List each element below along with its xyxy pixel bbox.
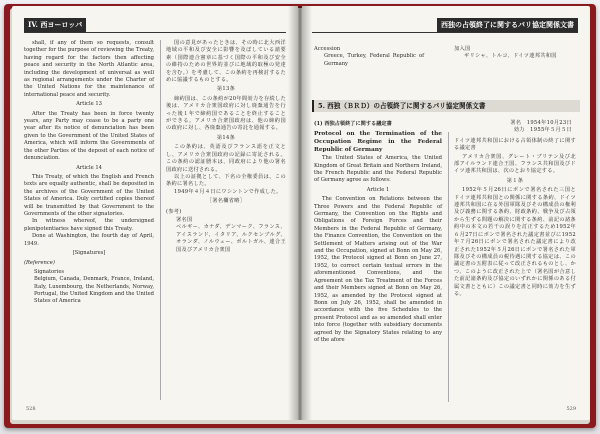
jp-signatories-text: ベルギー、カナダ、デンマーク、フランス、アイスランド、イタリア、ルクセンブルグ、オランダ、ノルウェー、ポルトガル、連合王国及びアメリカ合衆国 <box>176 224 286 253</box>
right-japanese-column <box>454 120 576 298</box>
jp-article1-heading: 第１条 <box>506 177 524 184</box>
accession-label: Accession <box>314 46 341 52</box>
subsection-title: (1) 西独占領終了に関する議定書 <box>314 121 392 127</box>
treaty-continuation-text: shall, if any of them so requests, consult together for the purpose of reviewing the Treaty, having regard for the factors then affecting peace and security in the North Atlantic area, including the development of universal as well as regional arrangements under the Charter of the United Nations for the maintenance of international peace and security. <box>24 40 154 98</box>
jp-article14-text: この条約は、英語及びフランス語を正文とし、アメリカ合衆国政府の記録に寄託される。この条約の認証謄本は、同政府により他の署名国政府に送付される。 <box>166 144 286 173</box>
jp-protocol-title: ドイツ連邦共和国における占領体制の終了に関する議定書 <box>454 137 576 152</box>
left-header-tag: IV. 西ヨーロッパ <box>24 18 86 32</box>
parties-text: The United States of America, the United Kingdom of Great Britain and Northern Ireland, the French Republic and the Federal Republic of Germany agree as follows: <box>314 155 442 184</box>
article1-heading: Article 1 <box>366 186 390 193</box>
left-column-divider <box>160 40 161 400</box>
protocol-title: Protocol on the Termination of the Occupation Regime in the Federal Republic of Germany <box>314 131 442 153</box>
right-running-header <box>312 18 578 33</box>
sign-date-label: 署名 1954年10月23日 <box>510 120 572 126</box>
accession-block <box>314 46 424 68</box>
jp-accession-label: 加入国 <box>454 46 471 52</box>
witness-text: In witness whereof, the undersigned plenipotentiaries have signed this Treaty. <box>24 218 154 232</box>
left-japanese-column <box>166 40 286 254</box>
jp-continuation-text: 国の意見があったときは、その時に北大西洋地域の平和及び安全に影響を及ぼしている諸要素（国際連合憲章に基づく国際の平和及び安全の維持のための世界的並びに地域的取極の発達を含む。）を考慮して、この条約を再検討するために協議するものとする。 <box>166 40 286 84</box>
article14-text: This Treaty, of which the English and French texts are equally authentic, shall be deposited in the archives of the Government of the United States of America. Duly certified copies thereof will be transmitted by that Government to the Governments of the other signatories. <box>24 173 154 217</box>
right-page-number: 529 <box>566 406 576 412</box>
jp-reference-label: (参考) <box>166 208 182 215</box>
signatories-label: Signatories <box>34 268 65 275</box>
article14-heading: Article 14 <box>76 164 102 171</box>
effect-date-label: 効力 1955年５月５日 <box>513 127 572 134</box>
right-english-column <box>314 118 442 344</box>
jp-done-text: 1949年４月４日にワシントンで作成した。 <box>174 188 282 195</box>
done-text: Done at Washington, the fourth day of April, 1949. <box>24 233 154 247</box>
article1-text: The Convention on Relations between the Three Powers and the Federal Republic of Germany, the Convention on the Rights and Obligations of Foreign Forces and their Members in the Federal Republic of Germany, the Finance Convention, the Convention on the Settlement of Matters arising out of the War and the Occupation, signed at Bonn on May 26, 1952, the Protocol signed at Bonn on June 27, 1952, to correct certain textual errors in the aforementioned Conventions, and the Agreement on the Tax Treatment of the Forces and their Members signed at Bonn on May 26, 1952, as amended by the Protocol signed at Bonn on July 26, 1952, shall be amended in accordance with the five Schedules to the present Protocol and as so amended shall enter into force (together with subsidiary documents agreed by the Signatory States relating to any of the afore <box>314 196 442 343</box>
article13-heading: Article 13 <box>76 101 102 108</box>
reference-label: (Reference) <box>24 260 55 267</box>
jp-signatories-label: 署名国 <box>176 216 193 223</box>
jp-article1-text: 1952年５月26日にボンで署名された三国とドイツ連邦共和国との関係に関する条約、ドイツ連邦共和国に在る外国軍隊及びその構成員の権利及び義務に関する条約、財政条約、戦争及び占領から生ずる問題の解決に関する条約、前記の諸条約中の本文の若干の誤りを訂正するため1952年６月27日にボンで署名された議定書並びに1952年７月26日にボンで署名された議定書により改正された1952年５月26日にボンで署名された軍隊及びその構成員の税待遇に関する協定は、この議定書の五附表に従って改正されるものとし、かつ、このように改正された上で（署名国が合意した前記諸条約及び協定のいずれかに関係のある付属文書とともに）この議定書と同時に効力を生ずる。 <box>454 187 576 297</box>
left-english-column <box>24 40 154 306</box>
jp-parties-text: アメリカ合衆国、グレート・ブリテン及び北部アイルランド連合王国、フランス共和国及びドイツ連邦共和国は、次のとおり協定する。 <box>454 153 576 175</box>
right-header-tag: 西独の占領終了に関するパリ協定関係文書 <box>437 18 578 32</box>
book-gutter-shadow <box>288 6 312 420</box>
jp-accession-block <box>454 46 574 61</box>
jp-signatures-label: ［署名欄省略］ <box>206 198 246 205</box>
right-column-divider <box>448 132 449 402</box>
section-title: 5. 西独（ＢＲＤ）の占領終了に関するパリ協定関係文書 <box>312 100 580 112</box>
left-page-number: 528 <box>26 406 36 412</box>
signatures-label: [Signatures] <box>72 249 106 256</box>
signatories-text: Belgium, Canada, Denmark, France, Ireland, Italy, Luxembourg, the Netherlands, Norway, Portugal, the United Kingdom and the United States of America <box>34 276 154 305</box>
jp-accession-text: ギリシャ、トルコ、ドイツ連邦共和国 <box>464 53 557 60</box>
left-page <box>12 6 298 420</box>
jp-article13-heading: 第13条 <box>216 86 236 93</box>
right-page <box>302 6 590 420</box>
jp-witness-text: 以上の証拠として、下名の全権委員は、この条約に署名した。 <box>166 173 286 188</box>
article13-text: After the Treaty has been in force twenty years, any Party may cease to be a party one year after its notice of denunciation has been given to the Government of the United States of America, which will inform the Governments of the other Parties of the deposit of each notice of denunciation. <box>24 110 154 162</box>
accession-text: Greece, Turkey, Federal Republic of Germany <box>324 53 424 67</box>
jp-article13-text: 締約国は、この条約が20年間効力を存続した後は、アメリカ合衆国政府に対し廃棄通告を行った後１年で締約国であることを終止することができる。アメリカ合衆国政府は、他の締約国の政府に対し、各廃棄通告の寄託を通報する。 <box>166 95 286 132</box>
left-running-header <box>24 18 286 33</box>
jp-article14-heading: 第14条 <box>216 134 236 141</box>
